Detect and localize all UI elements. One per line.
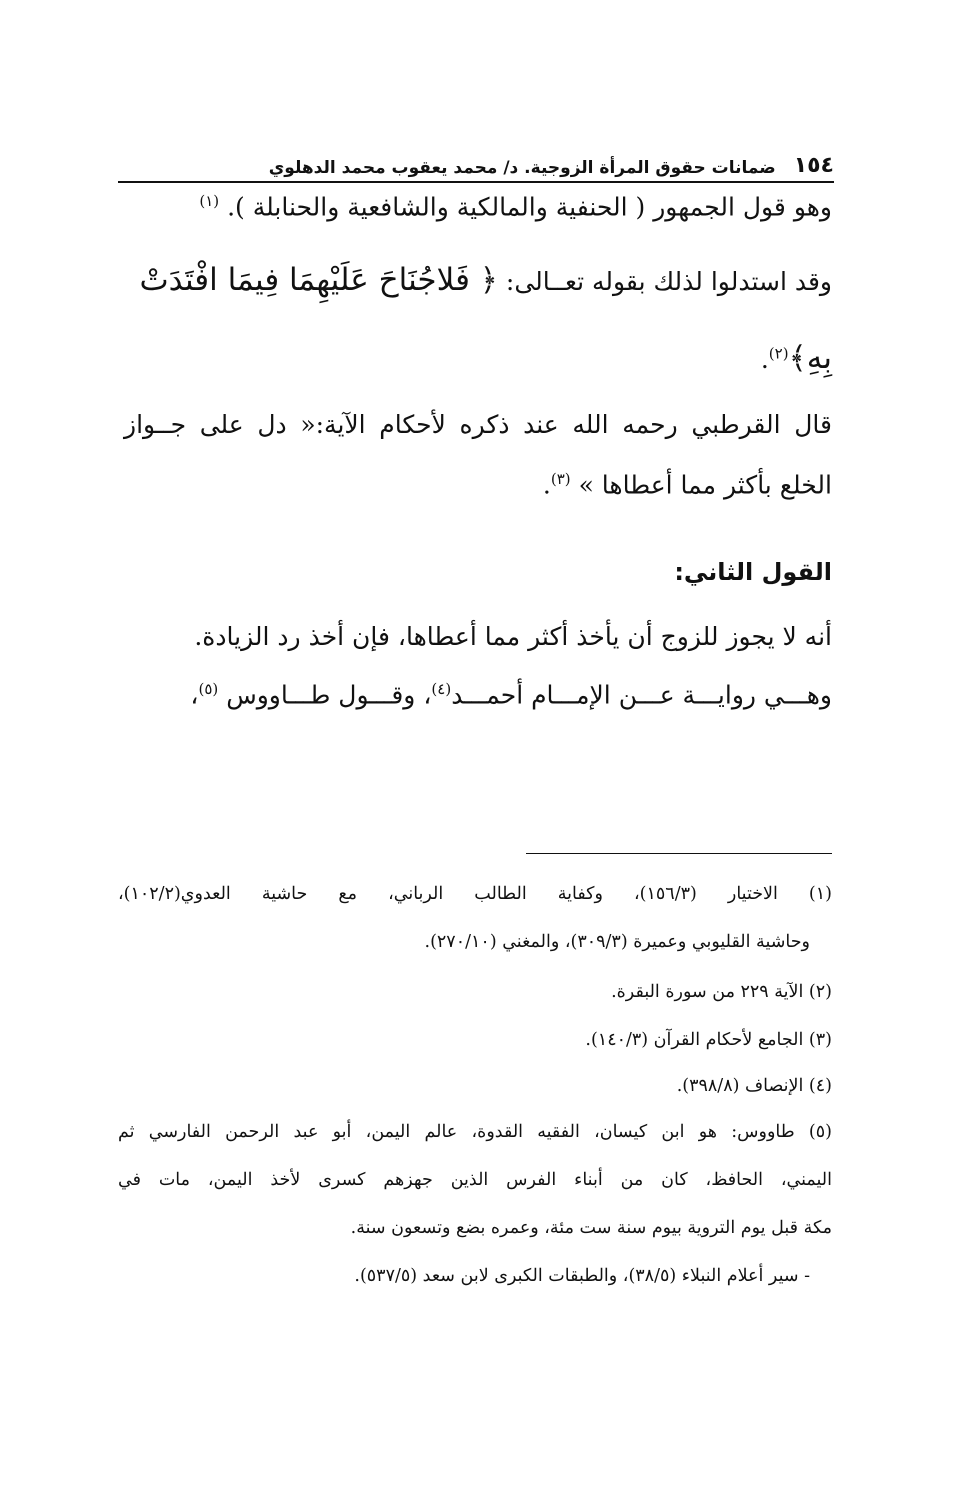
body-text: قال القرطبي رحمه الله عند ذكره لأحكام الآية:« دل على جــواز xyxy=(124,410,832,439)
footnote-1-line-1: (١) الاختيار (١٥٦/٣)، وكفاية الطالب الرباني، مع حاشية العدوي(١٠٢/٢)، xyxy=(118,884,832,904)
footnote-ref-2: (٢) xyxy=(768,344,789,363)
footnote-4: (٤) الإنصاف (٣٩٨/٨). xyxy=(676,1076,832,1096)
section-heading: القول الثاني: xyxy=(674,558,832,586)
footnote-separator xyxy=(526,853,832,854)
body-line-3 xyxy=(761,340,832,376)
page-header xyxy=(118,147,834,183)
body-line-7 xyxy=(190,680,832,709)
punctuation: . xyxy=(542,470,551,500)
body-line-6 xyxy=(194,622,832,651)
page-number: ١٥٤ xyxy=(793,153,834,178)
punctuation: . xyxy=(760,345,769,374)
body-line-4 xyxy=(124,410,832,439)
footnote-5-line-2: اليمني، الحافظ، كان من أبناء الفرس الذين جهزهم كسرى لأخذ اليمن، مات في xyxy=(118,1170,832,1190)
body-text: أنه لا يجوز للزوج أن يأخذ أكثر مما أعطاها، فإن أخذ رد الزيادة. xyxy=(194,622,832,651)
body-text: ، وقـــول طـــاووس xyxy=(226,680,432,710)
body-line-5 xyxy=(543,470,832,499)
body-text: وقد استدلوا لذلك بقوله تعــالى: xyxy=(505,267,832,296)
footnote-ref-5: (٥) xyxy=(198,680,219,698)
quran-verse-end: بِهِ﴾ xyxy=(788,340,832,376)
footnote-5-line-4: - سير أعلام النبلاء (٣٨/٥)، والطبقات الكبرى لابن سعد (٥٣٧/٥). xyxy=(354,1266,810,1286)
footnote-ref-3: (٣) xyxy=(550,470,571,488)
body-text: وهو قول الجمهور ( الحنفية والمالكية والشافعية والحنابلة ). xyxy=(227,192,832,222)
footnote-3: (٣) الجامع لأحكام القرآن (١٤٠/٣). xyxy=(585,1030,832,1050)
footnote-1-line-2: وحاشية القليوبي وعميرة (٣٠٩/٣)، والمغني (٢٧٠/١٠). xyxy=(424,932,810,952)
running-title: ضمانات حقوق المرأة الزوجية. د/ محمد يعقوب محمد الدهلوي xyxy=(268,158,776,178)
body-text: وهـــي روايـــة عـــن الإمـــام أحمـــد xyxy=(451,680,832,710)
punctuation: ، xyxy=(190,680,199,710)
footnote-ref-4: (٤) xyxy=(431,680,452,698)
body-line-1 xyxy=(199,192,832,221)
footnote-5-line-1: (٥) طاووس: هو ابن كيسان، الفقيه القدوة، عالم اليمن، أبو عبد الرحمن الفارسي ثم xyxy=(118,1122,832,1142)
body-line-2 xyxy=(140,262,833,298)
quran-verse: ﴿ فَلاجُنَاحَ عَلَيْهِمَا فِيمَا افْتَدَتْ xyxy=(139,262,498,298)
footnote-2: (٢) الآية ٢٢٩ من سورة البقرة. xyxy=(611,982,832,1002)
body-text: الخلع بأكثر مما أعطاها » xyxy=(578,470,832,500)
footnote-ref-1: (١) xyxy=(199,192,220,210)
footnote-5-line-3: مكة قبل يوم التروية بيوم سنة ست مئة، وعمره بضع وتسعون سنة. xyxy=(350,1218,832,1238)
